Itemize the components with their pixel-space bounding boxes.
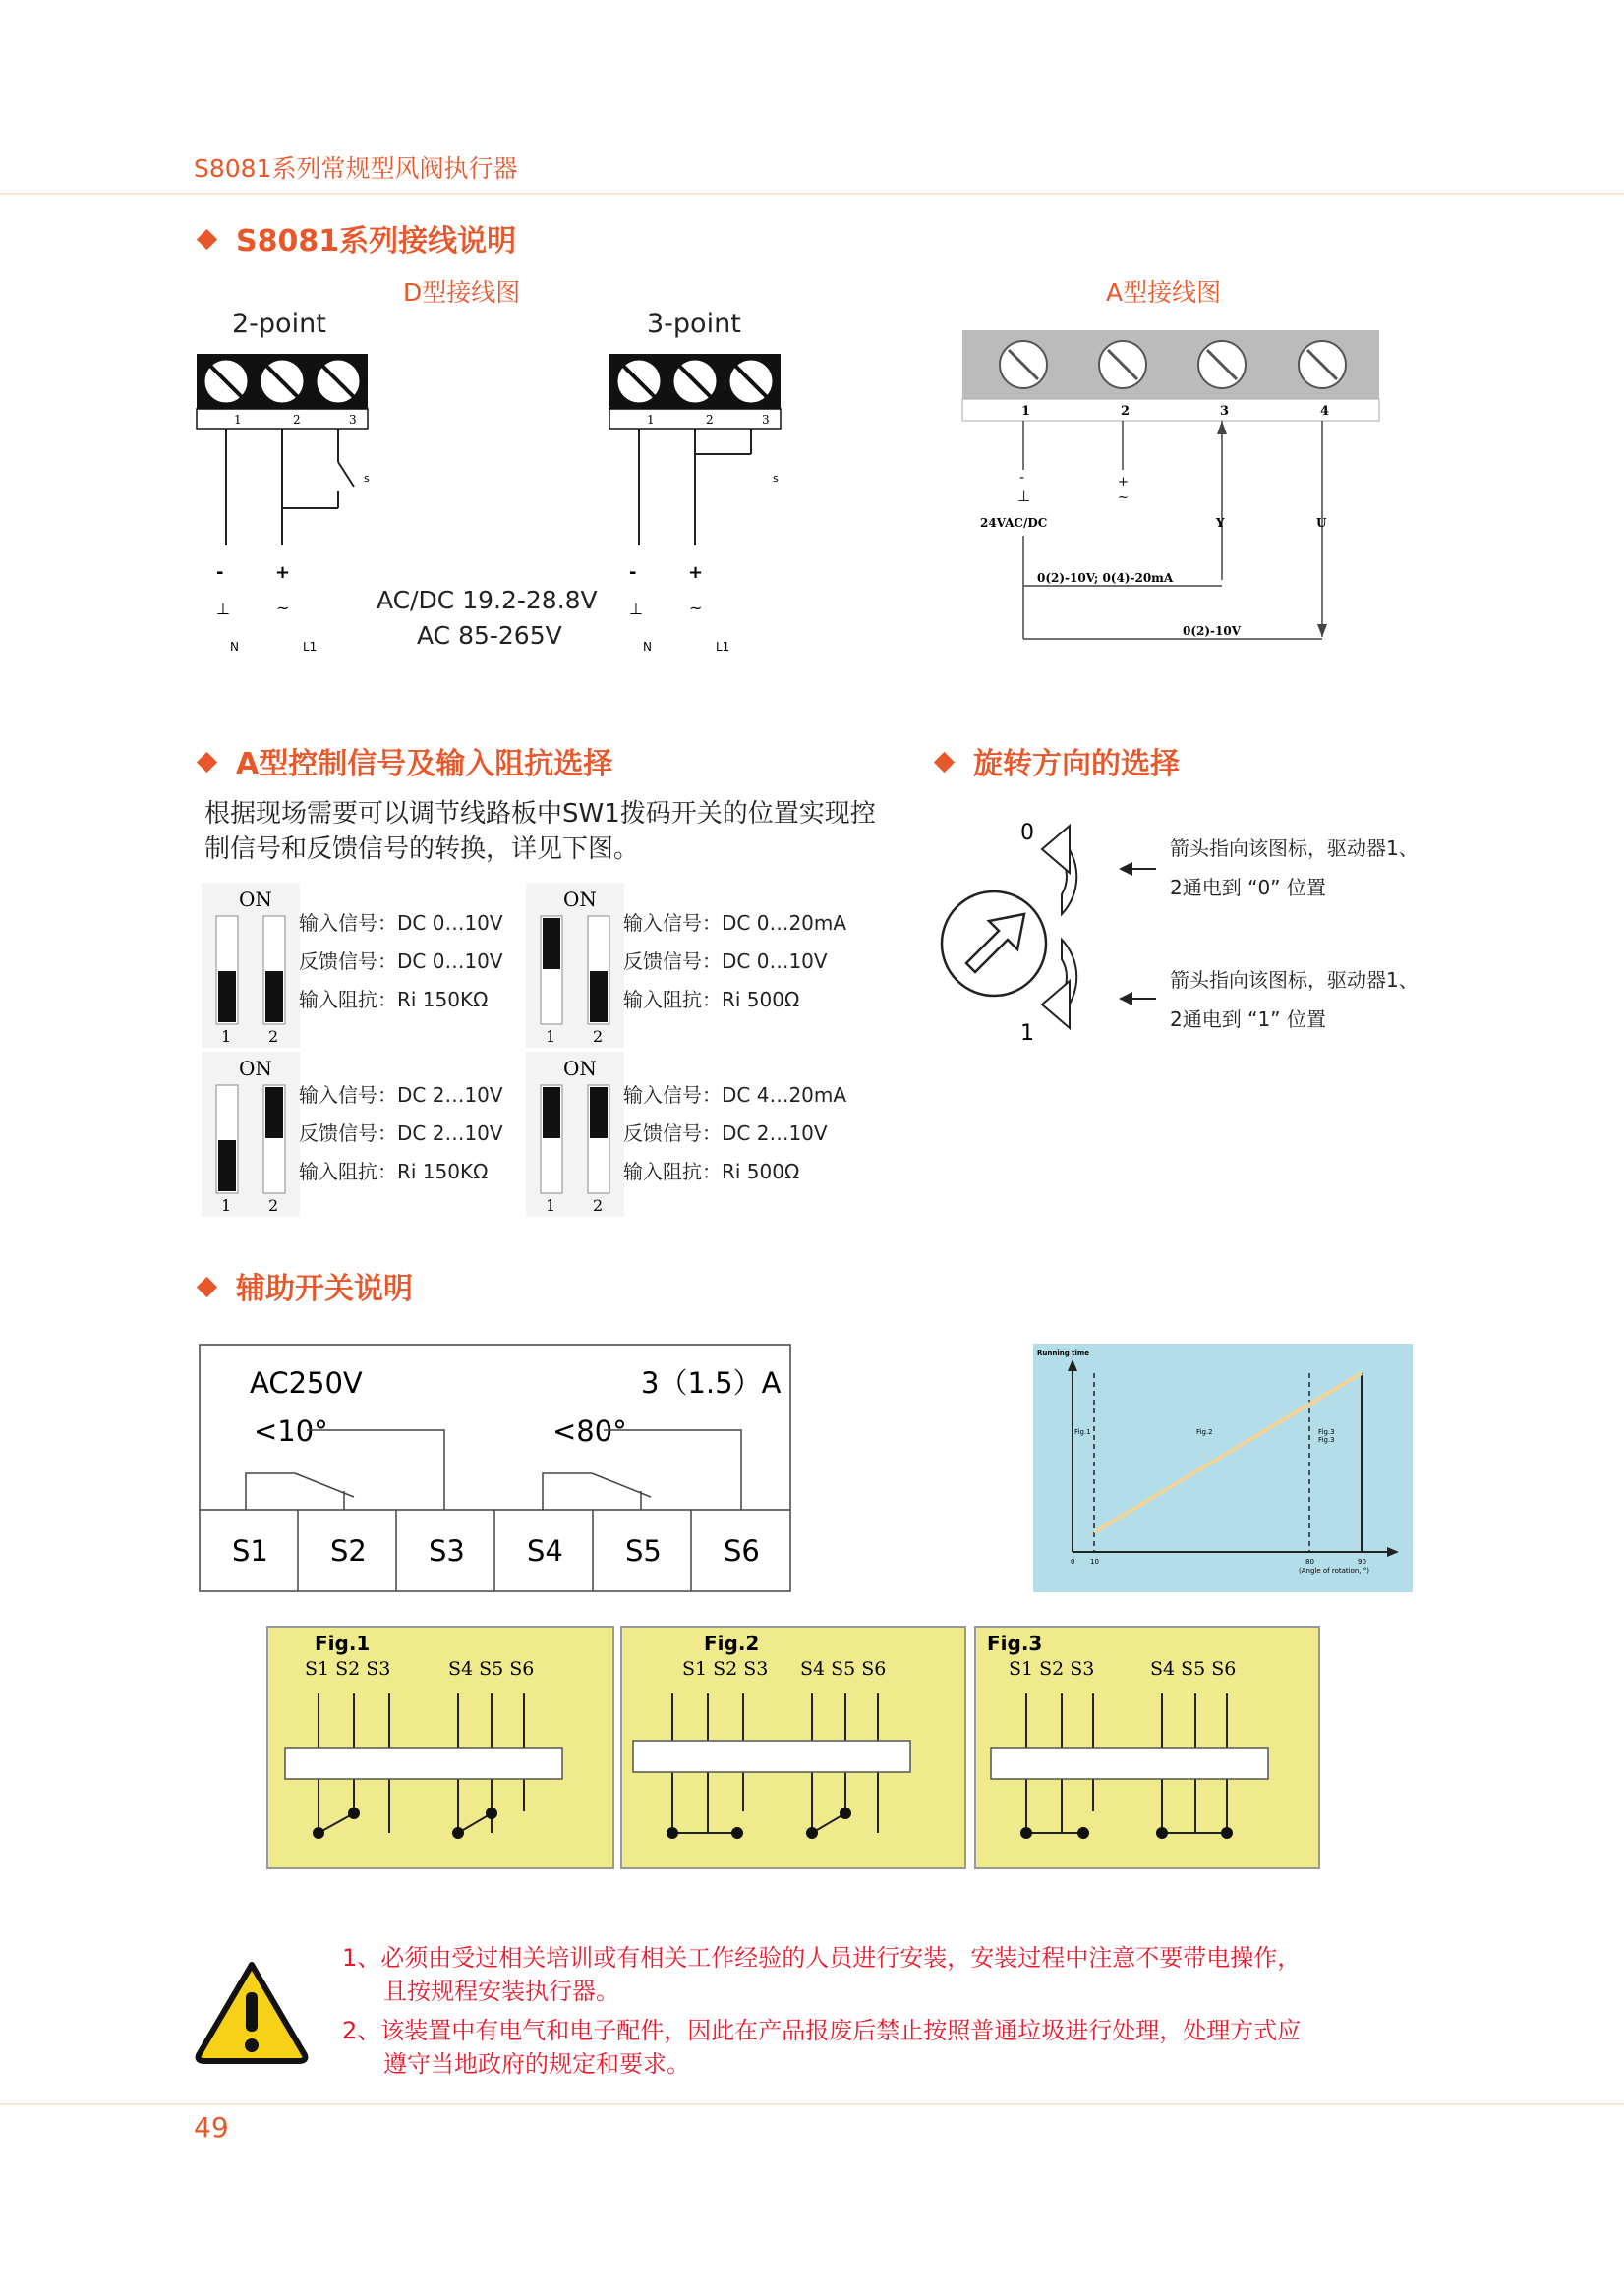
aux-voltage: AC250V [250, 1366, 363, 1400]
signal-option-2-text: 输入信号：DC 0…20mA 反馈信号：DC 0…10V 输入阻抗：Ri 500Ω [623, 911, 847, 1011]
svg-text:Fig.3: Fig.3 [987, 1632, 1043, 1655]
svg-text:1: 1 [221, 1027, 232, 1046]
svg-text:2: 2 [593, 1027, 604, 1046]
svg-text:Fig.2: Fig.2 [1196, 1428, 1213, 1436]
fig-1 [267, 1627, 613, 1868]
voltage-ac-label: AC 85-265V [417, 621, 562, 650]
terminal-number: 3 [762, 413, 770, 427]
three-point-label: 3-point [647, 309, 741, 339]
signal-option-4-text: 输入信号：DC 4…20mA 反馈信号：DC 2…10V 输入阻抗：Ri 500Ω [623, 1083, 847, 1183]
header-divider [0, 193, 1624, 195]
terminal-number: 2 [293, 413, 301, 427]
diamond-bullet-icon [934, 752, 955, 773]
svg-text:~: ~ [689, 599, 703, 617]
svg-text:Running time: Running time [1037, 1349, 1089, 1357]
aux-terminal: S2 [330, 1534, 367, 1568]
svg-text:⊥: ⊥ [216, 600, 230, 618]
aux-terminal: S5 [625, 1534, 662, 1568]
svg-text:1: 1 [546, 1027, 556, 1046]
svg-text:L1: L1 [303, 640, 318, 654]
terminal-number: 1 [647, 413, 655, 427]
rotation-desc-0: 箭头指向该图标，驱动器1、 2通电到 “0” 位置 [1170, 836, 1419, 899]
a-type-wiring-diagram [958, 324, 1391, 649]
arrow-1-icon [1042, 981, 1070, 1028]
diamond-bullet-icon [197, 752, 217, 773]
diamond-bullet-icon [197, 1277, 217, 1297]
warning-icon [193, 1959, 311, 2065]
svg-text:ON: ON [239, 1057, 272, 1080]
running-time-graph [1033, 1344, 1413, 1592]
svg-text:+: + [1118, 475, 1129, 489]
three-point-terminal-block [609, 354, 781, 654]
svg-text:N: N [230, 640, 239, 654]
two-point-terminal-block [197, 354, 370, 654]
switch-label: s [773, 472, 779, 485]
svg-text:80: 80 [1305, 1558, 1314, 1566]
svg-text:⊥: ⊥ [1017, 488, 1031, 505]
aux-terminal: S6 [724, 1534, 760, 1568]
svg-text:Fig.1: Fig.1 [315, 1632, 371, 1655]
svg-text:S4 S5 S6: S4 S5 S6 [800, 1658, 887, 1680]
svg-text:-: - [629, 562, 637, 583]
svg-text:Fig.2: Fig.2 [704, 1632, 760, 1655]
dip-switch-option-4 [526, 1052, 624, 1217]
aux-angle-2: <80° [552, 1414, 627, 1448]
svg-text:~: ~ [276, 599, 290, 617]
svg-text:~: ~ [1118, 490, 1129, 505]
terminal-number: 2 [706, 413, 714, 427]
d-type-title: D型接线图 [403, 278, 521, 307]
svg-text:S4 S5 S6: S4 S5 S6 [1150, 1658, 1237, 1680]
svg-text:0(2)-10V; 0(4)-20mA: 0(2)-10V; 0(4)-20mA [1037, 571, 1174, 585]
fig-3 [975, 1627, 1319, 1868]
svg-text:2: 2 [593, 1196, 604, 1215]
diamond-bullet-icon [197, 229, 217, 250]
svg-text:Y: Y [1216, 516, 1225, 530]
arrow-0-icon [1042, 826, 1070, 873]
aux-switch-figures [265, 1625, 1320, 1870]
voltage-dc-label: AC/DC 19.2-28.8V [377, 586, 598, 614]
svg-text:U: U [1316, 516, 1327, 530]
warning-text: 1、必须由受过相关培训或有相关工作经验的人员进行安装，安装过程中注意不要带电操作， 且按规程安装执行器。 2、该装置中有电气和电子配件，因此在产品报废后禁止按照普通垃圾进行处理，处理方式应 遵守当地政府的规定和要求。 [342, 1944, 1302, 2078]
footer-divider [0, 2103, 1624, 2105]
svg-text:1: 1 [1021, 404, 1031, 419]
aux-terminal: S4 [527, 1534, 563, 1568]
fig-2 [621, 1627, 965, 1868]
aux-terminal: S1 [232, 1534, 268, 1568]
signal-option-3-text: 输入信号：DC 2…10V 反馈信号：DC 2…10V 输入阻抗：Ri 150KΩ [299, 1083, 503, 1183]
svg-text:Fig.3: Fig.3 [1318, 1428, 1335, 1436]
svg-text:Fig.3: Fig.3 [1318, 1436, 1335, 1444]
dip-switch-option-2 [526, 883, 624, 1048]
terminal-number: 3 [349, 413, 357, 427]
svg-text:Fig.1: Fig.1 [1074, 1428, 1091, 1436]
svg-text:1: 1 [546, 1196, 556, 1215]
svg-text:ON: ON [563, 888, 597, 911]
two-point-label: 2-point [232, 309, 326, 339]
rotation-direction-diagram [924, 806, 1180, 1052]
d-type-wiring-diagram [187, 344, 816, 668]
aux-switch-table [199, 1344, 792, 1593]
svg-text:⊥: ⊥ [629, 600, 643, 618]
rotation-label-0: 0 [1020, 821, 1034, 845]
svg-text:0(2)-10V: 0(2)-10V [1183, 624, 1242, 638]
svg-text:4: 4 [1320, 404, 1330, 419]
svg-text:N: N [643, 640, 652, 654]
svg-text:1: 1 [221, 1196, 232, 1215]
svg-text:S1 S2 S3: S1 S2 S3 [1009, 1658, 1095, 1680]
switch-label: s [364, 472, 370, 485]
svg-text:24VAC/DC: 24VAC/DC [980, 516, 1048, 530]
signal-description: 根据现场需要可以调节线路板中SW1拨码开关的位置实现控制信号和反馈信号的转换，详见下图。 [204, 799, 876, 864]
section-wiring-title: S8081系列接线说明 [200, 216, 516, 259]
svg-text:S1 S2 S3: S1 S2 S3 [305, 1658, 391, 1680]
svg-text:S1 S2 S3: S1 S2 S3 [682, 1658, 769, 1680]
terminal-number: 1 [234, 413, 242, 427]
svg-text:(Angle of rotation, °): (Angle of rotation, °) [1299, 1567, 1369, 1575]
signal-option-1-text: 输入信号：DC 0…10V 反馈信号：DC 0…10V 输入阻抗：Ri 150KΩ [299, 911, 503, 1011]
svg-text:0: 0 [1071, 1558, 1075, 1566]
svg-text:3: 3 [1220, 404, 1230, 419]
svg-text:2: 2 [268, 1196, 279, 1215]
svg-text:L1: L1 [716, 640, 730, 654]
section-rotation-title: 旋转方向的选择 [937, 739, 1180, 782]
aux-terminal: S3 [429, 1534, 465, 1568]
dip-switch-option-3 [202, 1052, 300, 1217]
section-signal-title: A型控制信号及输入阻抗选择 [200, 739, 612, 782]
a-type-title: A型接线图 [1106, 278, 1222, 307]
svg-text:10: 10 [1090, 1558, 1099, 1566]
svg-text:2: 2 [268, 1027, 279, 1046]
rotation-desc-1: 箭头指向该图标，驱动器1、 2通电到 “1” 位置 [1170, 968, 1419, 1031]
dip-switch-option-1 [202, 883, 300, 1048]
aux-current: 3（1.5）A [641, 1366, 782, 1400]
svg-text:+: + [688, 562, 704, 583]
rotation-label-1: 1 [1020, 1021, 1034, 1046]
header-title: S8081系列常规型风阀执行器 [194, 154, 518, 183]
section-aux-title: 辅助开关说明 [200, 1264, 413, 1307]
aux-angle-1: <10° [254, 1414, 328, 1448]
svg-text:S4 S5 S6: S4 S5 S6 [448, 1658, 535, 1680]
svg-text:2: 2 [1121, 404, 1131, 419]
svg-text:ON: ON [563, 1057, 597, 1080]
svg-text:-: - [1019, 470, 1025, 486]
svg-text:ON: ON [239, 888, 272, 911]
svg-text:+: + [275, 562, 291, 583]
svg-text:90: 90 [1358, 1558, 1366, 1566]
page-number: 49 [194, 2111, 229, 2144]
svg-text:-: - [216, 562, 224, 583]
